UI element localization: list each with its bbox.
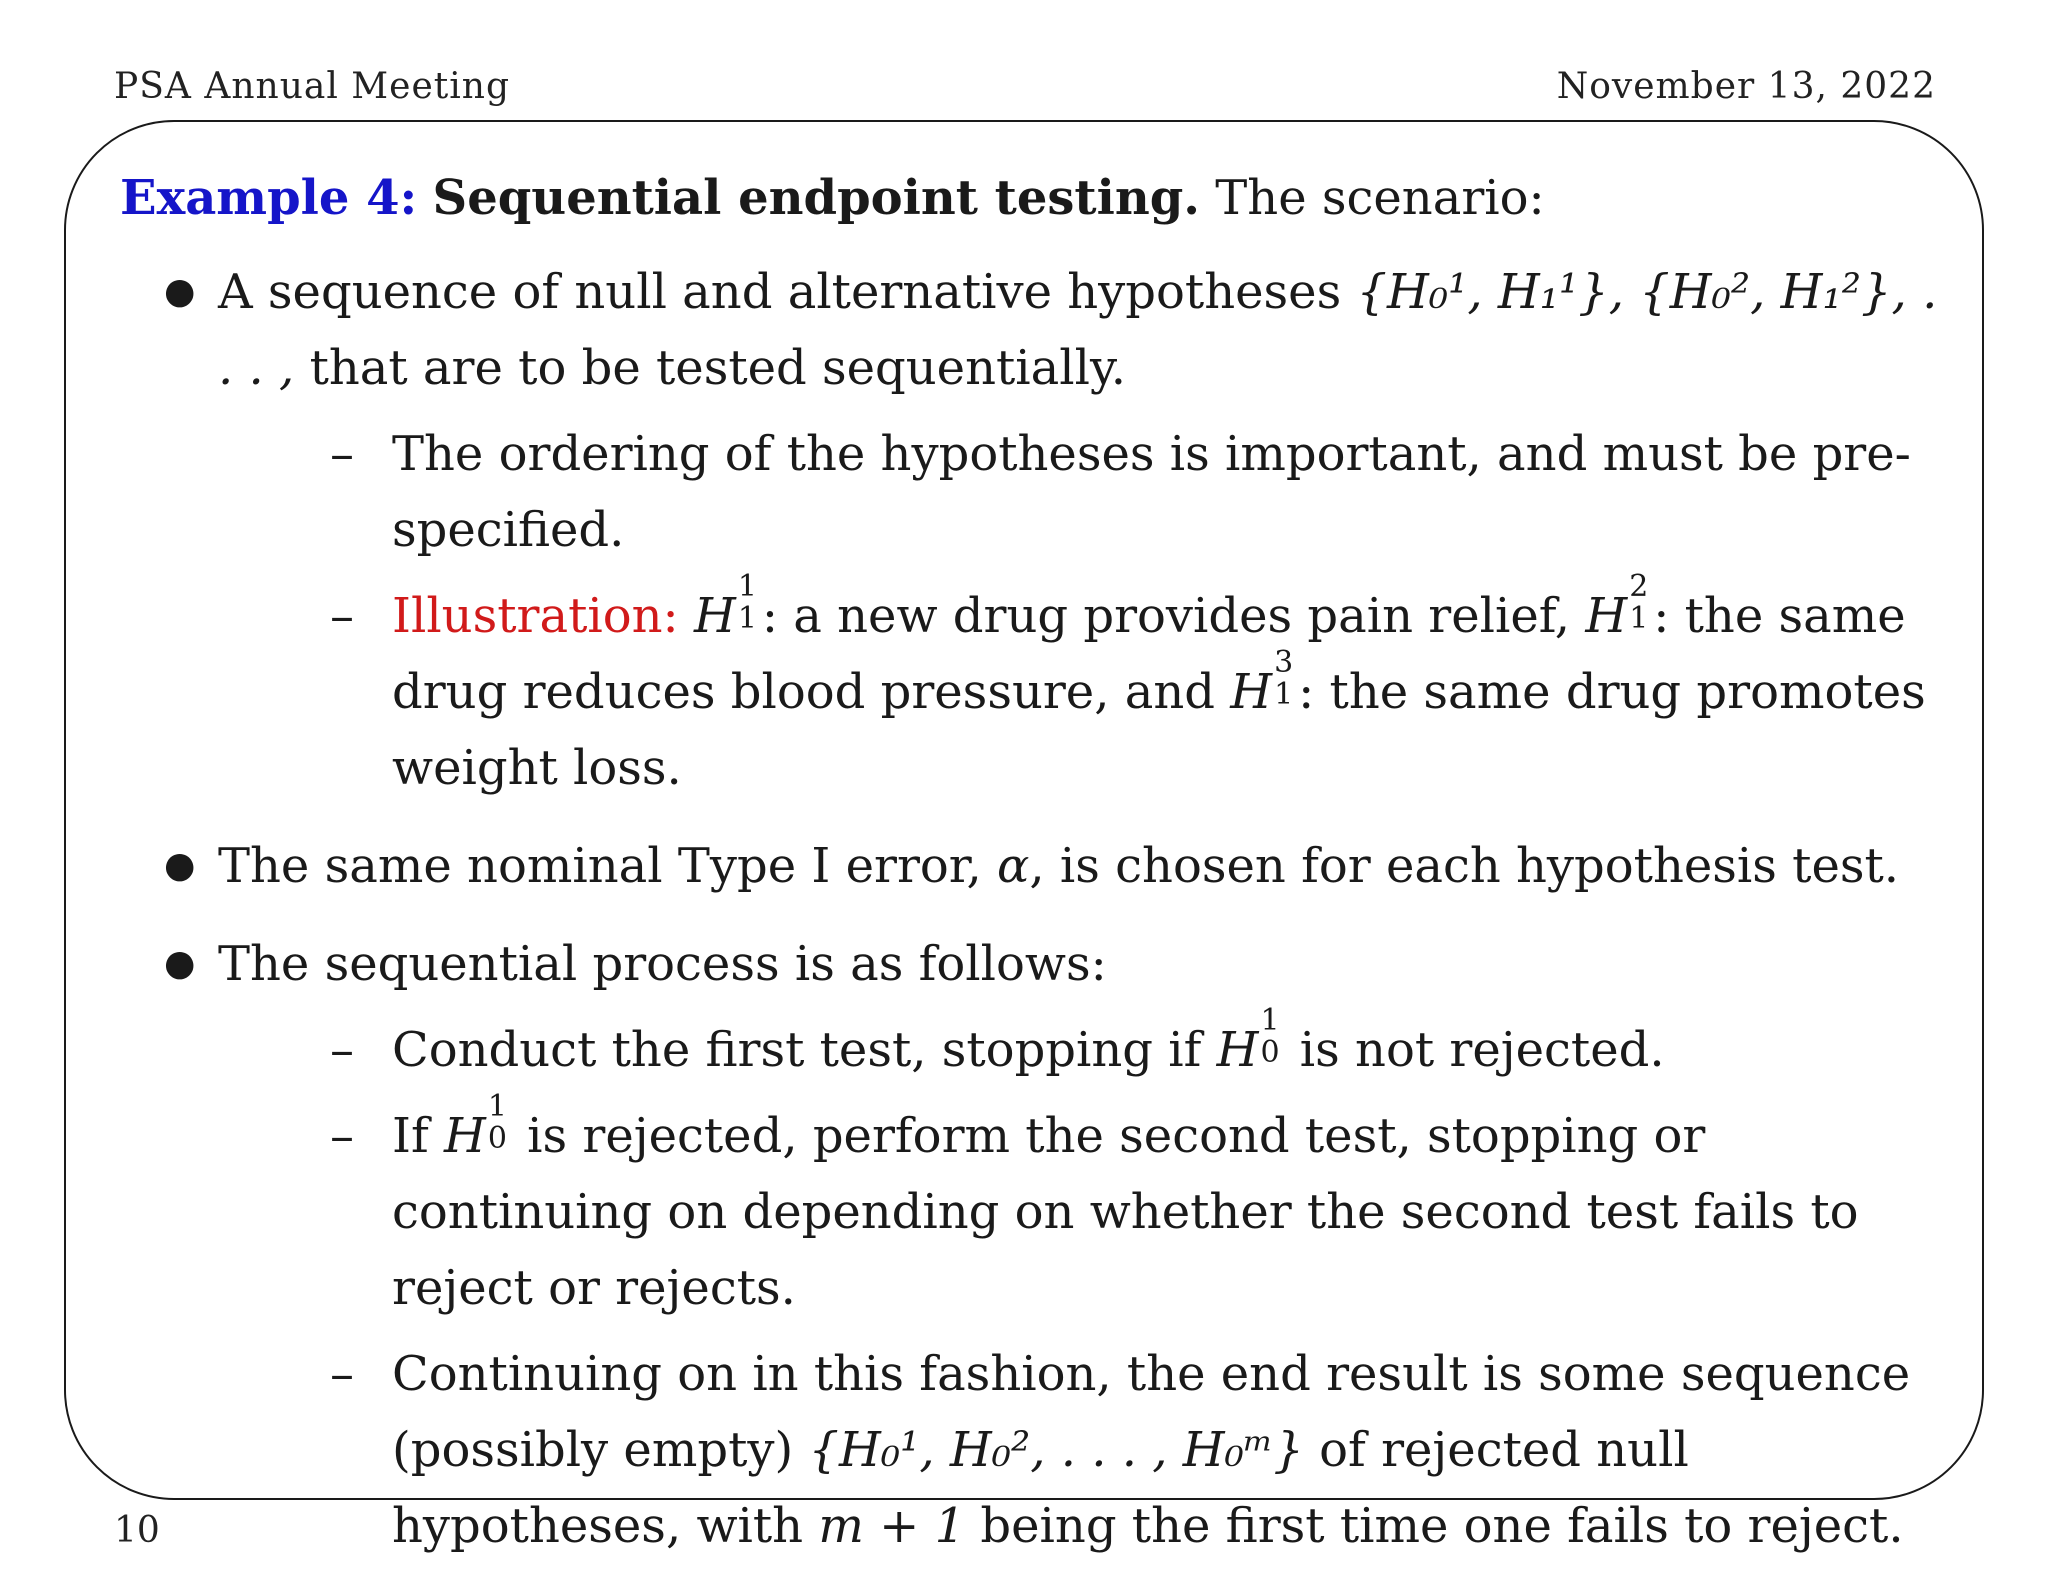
dash-icon: –	[330, 1022, 354, 1078]
example-label: Example 4:	[120, 170, 418, 226]
sub-bullet-text: Conduct the first test, stopping if	[392, 1022, 1202, 1078]
sub-bullet-continuing	[218, 1336, 1940, 1564]
slide-title	[120, 160, 1940, 236]
bullet-text: The same nominal Type I error,	[218, 838, 982, 894]
bullet-text: The sequential process is as follows:	[218, 936, 1107, 992]
illustration-text: the same drug promotes weight loss.	[392, 664, 1926, 796]
example-heading: Sequential endpoint testing.	[432, 170, 1200, 226]
bullet-text: , is chosen for each hypothesis test.	[1029, 838, 1900, 894]
sub-bullet-text: The ordering of the hypotheses is important, and must be pre-specified.	[392, 426, 1911, 558]
header-title: PSA Annual Meeting	[114, 66, 510, 107]
sub-bullet-text: If	[392, 1108, 429, 1164]
math-h11: H 1 1	[693, 569, 757, 644]
bullet-text: A sequence of null and alternative hypotheses	[218, 264, 1342, 320]
bullet-text: that are to be tested sequentially.	[309, 340, 1126, 396]
math-h13: H 3 1	[1230, 645, 1294, 720]
slide-content	[120, 160, 1940, 1586]
math-m-plus-1: m + 1	[818, 1498, 966, 1554]
hypothesis-pairs-math: {H₀¹, H₁¹}, {H₀², H₁²}, . . . ,	[218, 264, 1938, 396]
page-number: 10	[114, 1510, 160, 1551]
illustration-text: the same drug reduces blood pressure, and	[392, 588, 1906, 720]
math-alpha: α	[996, 838, 1030, 894]
header-date: November 13, 2022	[1556, 66, 1936, 107]
illustration-text: a new drug provides pain relief,	[793, 588, 1571, 644]
sub-bullet-ordering	[218, 416, 1940, 568]
bullet-dot-icon: ●	[164, 271, 196, 312]
math-h01: H 1 0	[444, 1089, 507, 1164]
rejected-sequence-math: {H₀¹, H₀², . . . , H₀ᵐ}	[808, 1422, 1304, 1478]
example-intro: The scenario:	[1215, 170, 1545, 226]
sub-bullet-text: of rejected null hypotheses, with	[392, 1422, 1689, 1554]
math-h12: H 2 1	[1585, 569, 1649, 644]
bullet-type-i-error	[120, 828, 1940, 904]
sub-bullet-second-test	[218, 1089, 1940, 1326]
illustration-label: Illustration:	[392, 588, 679, 644]
sub-bullet-text: being the first time one fails to reject.	[980, 1498, 1904, 1554]
dash-icon: –	[330, 426, 354, 482]
bullet-sequence	[120, 254, 1940, 806]
dash-icon: –	[330, 1108, 354, 1164]
dash-icon: –	[330, 588, 354, 644]
bullet-sequential-process	[120, 926, 1940, 1564]
math-h01: H 1 0	[1216, 1003, 1280, 1078]
dash-icon: –	[330, 1346, 354, 1402]
bullet-dot-icon: ●	[164, 943, 196, 984]
sub-bullet-first-test	[218, 1003, 1940, 1088]
bullet-dot-icon: ●	[164, 845, 196, 886]
sub-bullet-text: is rejected, perform the second test, stopping or continuing on depending on whether the second test fails to reject or rejects.	[392, 1108, 1859, 1316]
sub-bullet-illustration: – Illustration: H 1 1 : a new drug provides pain relief, H 2 1 : the same drug reduces blood pressure, and H 3 1 : the same drug promotes weight loss.	[330, 569, 1926, 796]
sub-bullet-text: is not rejected.	[1299, 1022, 1665, 1078]
sub-bullet-text: Continuing on in this fashion, the end result is some sequence (possibly empty)	[392, 1346, 1911, 1478]
